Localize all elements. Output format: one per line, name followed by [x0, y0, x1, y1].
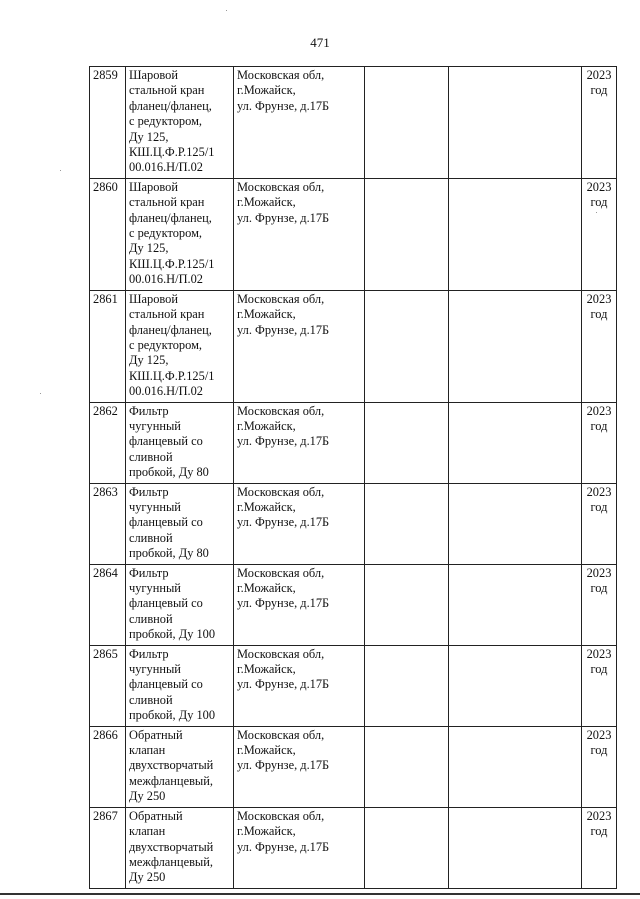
item-year: 2023 год: [582, 645, 617, 726]
empty-cell: [365, 726, 449, 807]
row-number: 2860: [90, 178, 126, 290]
table-row: [90, 402, 617, 483]
item-name: Обратный клапан двухстворчатый межфланцевый, Ду 250: [126, 726, 234, 807]
empty-cell: [449, 402, 582, 483]
item-name: Шаровой стальной кран фланец/фланец, с редуктором, Ду 125, КШ.Ц.Ф.Р.125/1 00.016.Н/П.02: [126, 290, 234, 402]
item-address: Московская обл, г.Можайск, ул. Фрунзе, д.17Б: [234, 178, 365, 290]
item-year: 2023 год: [582, 726, 617, 807]
item-year: 2023 год: [582, 178, 617, 290]
item-address: Московская обл, г.Можайск, ул. Фрунзе, д.17Б: [234, 483, 365, 564]
table-row: [90, 67, 617, 179]
item-address: Московская обл, г.Можайск, ул. Фрунзе, д.17Б: [234, 290, 365, 402]
table-row: [90, 807, 617, 888]
row-number: 2862: [90, 402, 126, 483]
scan-speck: [40, 393, 41, 394]
item-address: Московская обл, г.Можайск, ул. Фрунзе, д.17Б: [234, 645, 365, 726]
empty-cell: [449, 290, 582, 402]
empty-cell: [365, 402, 449, 483]
empty-cell: [365, 645, 449, 726]
row-number: 2864: [90, 564, 126, 645]
table-row: [90, 483, 617, 564]
row-number: 2865: [90, 645, 126, 726]
item-address: Московская обл, г.Можайск, ул. Фрунзе, д.17Б: [234, 67, 365, 179]
empty-cell: [365, 178, 449, 290]
item-name: Фильтр чугунный фланцевый со сливной пробкой, Ду 80: [126, 402, 234, 483]
empty-cell: [449, 807, 582, 888]
empty-cell: [449, 483, 582, 564]
table-row: [90, 726, 617, 807]
table-row: [90, 645, 617, 726]
item-name: Обратный клапан двухстворчатый межфланцевый, Ду 250: [126, 807, 234, 888]
scan-speck: [226, 10, 227, 11]
empty-cell: [449, 726, 582, 807]
item-year: 2023 год: [582, 483, 617, 564]
item-name: Фильтр чугунный фланцевый со сливной пробкой, Ду 100: [126, 564, 234, 645]
empty-cell: [449, 645, 582, 726]
item-name: Шаровой стальной кран фланец/фланец, с редуктором, Ду 125, КШ.Ц.Ф.Р.125/1 00.016.Н/П.02: [126, 67, 234, 179]
item-year: 2023 год: [582, 402, 617, 483]
item-year: 2023 год: [582, 67, 617, 179]
empty-cell: [365, 67, 449, 179]
scan-speck: [596, 212, 597, 213]
empty-cell: [449, 178, 582, 290]
item-address: Московская обл, г.Можайск, ул. Фрунзе, д.17Б: [234, 402, 365, 483]
empty-cell: [365, 290, 449, 402]
table-row: [90, 178, 617, 290]
item-year: 2023 год: [582, 564, 617, 645]
empty-cell: [365, 807, 449, 888]
row-number: 2861: [90, 290, 126, 402]
equipment-table: [89, 66, 617, 889]
empty-cell: [449, 67, 582, 179]
item-name: Шаровой стальной кран фланец/фланец, с редуктором, Ду 125, КШ.Ц.Ф.Р.125/1 00.016.Н/П.02: [126, 178, 234, 290]
page-number: 471: [310, 35, 330, 50]
item-name: Фильтр чугунный фланцевый со сливной пробкой, Ду 80: [126, 483, 234, 564]
row-number: 2859: [90, 67, 126, 179]
item-year: 2023 год: [582, 290, 617, 402]
empty-cell: [449, 564, 582, 645]
scan-speck: [60, 170, 61, 171]
item-address: Московская обл, г.Можайск, ул. Фрунзе, д.17Б: [234, 726, 365, 807]
table-row: [90, 564, 617, 645]
scan-edge-rule: [0, 893, 640, 895]
row-number: 2867: [90, 807, 126, 888]
item-address: Московская обл, г.Можайск, ул. Фрунзе, д.17Б: [234, 564, 365, 645]
item-year: 2023 год: [582, 807, 617, 888]
row-number: 2863: [90, 483, 126, 564]
empty-cell: [365, 564, 449, 645]
item-name: Фильтр чугунный фланцевый со сливной пробкой, Ду 100: [126, 645, 234, 726]
table-row: [90, 290, 617, 402]
empty-cell: [365, 483, 449, 564]
row-number: 2866: [90, 726, 126, 807]
item-address: Московская обл, г.Можайск, ул. Фрунзе, д.17Б: [234, 807, 365, 888]
